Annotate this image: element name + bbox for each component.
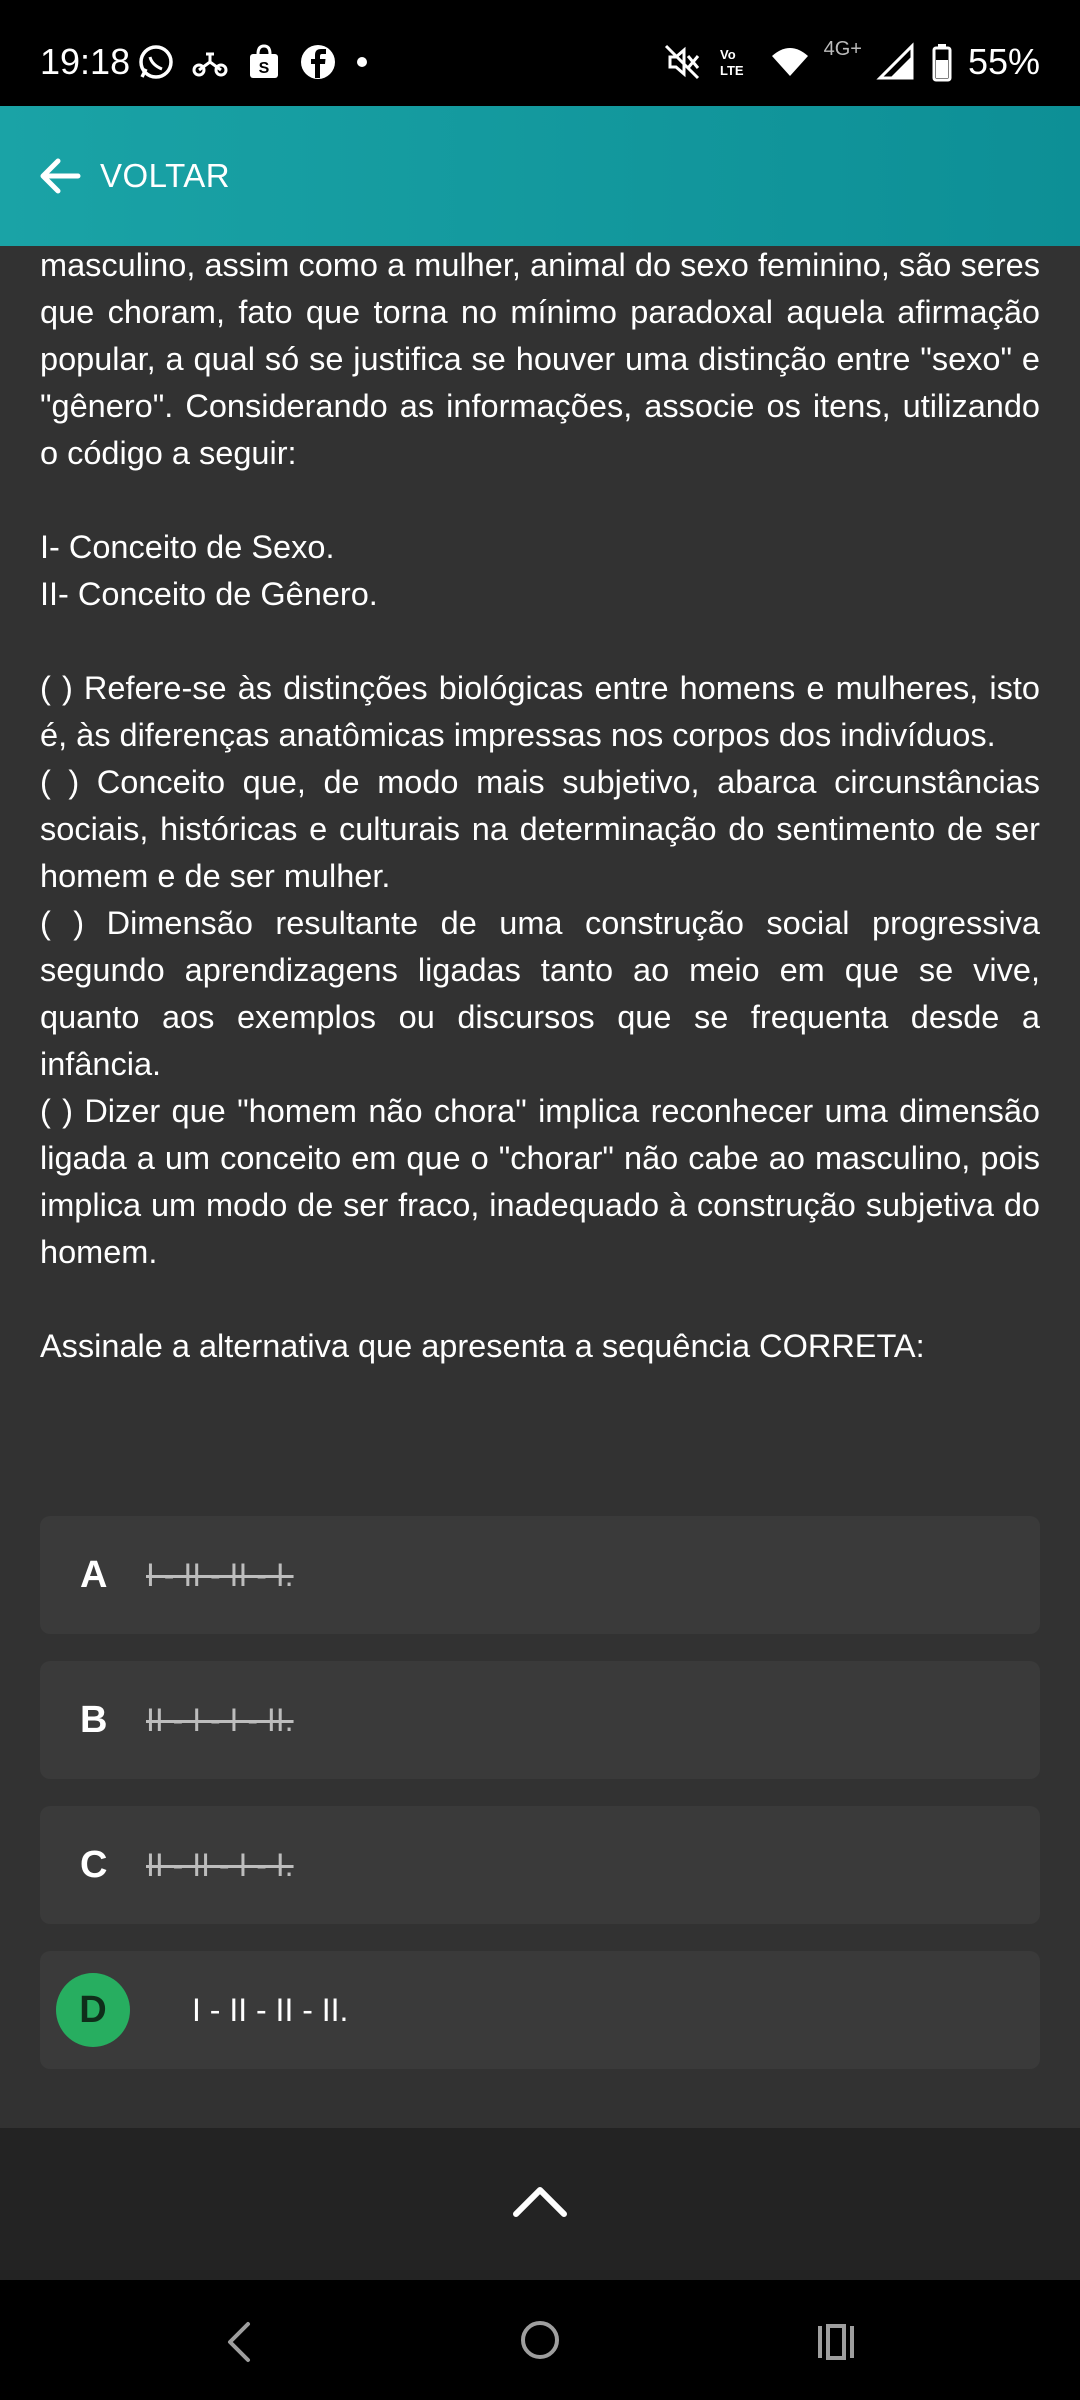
- recents-icon[interactable]: [814, 2320, 858, 2364]
- option-letter: C: [80, 1844, 108, 1886]
- wifi-icon: [770, 42, 810, 82]
- question-body: [40, 242, 1040, 1370]
- svg-text:Vo: Vo: [719, 47, 736, 62]
- battery-percent: 55%: [967, 41, 1040, 82]
- dot-icon: [352, 42, 372, 82]
- battery-icon: [930, 42, 954, 82]
- mute-icon: [662, 42, 702, 82]
- home-icon[interactable]: [518, 2318, 562, 2362]
- option-letter: A: [80, 1554, 108, 1596]
- back-button-label[interactable]: VOLTAR: [100, 157, 231, 194]
- whatsapp-icon: [136, 42, 176, 82]
- status-bar: [0, 0, 1080, 106]
- notification-icons: [136, 40, 372, 84]
- option-d[interactable]: [40, 1951, 1040, 2069]
- association-item-1: ( ) Refere-se às distinções biológicas entre homens e mulheres, isto é, às diferenças anatômicas impressas nos corpos dos indivíduos.: [40, 670, 1040, 753]
- option-text: I - II - II - II.: [192, 1992, 349, 2028]
- system-status: [662, 40, 1040, 84]
- network-type: 4G+: [823, 38, 862, 60]
- signal-icon: [876, 42, 916, 82]
- bottom-panel: [0, 2128, 1080, 2280]
- association-item-2: ( ) Conceito que, de modo mais subjetivo, abarca circunstâncias sociais, históricas e culturais na determinação do sentimento de ser homem e de ser mulher.: [40, 764, 1040, 894]
- back-arrow-icon[interactable]: [36, 152, 84, 200]
- question-intro: masculino, assim como a mulher, animal do sexo feminino, são seres que choram, fato que torna no mínimo paradoxal aquela afirmação popular, a qual só se justifica se houver uma distinção entre "sexo" e "gênero". Considerando as informações, associe os itens, utilizando o código a seguir:: [40, 247, 1040, 471]
- option-b[interactable]: [40, 1661, 1040, 1779]
- option-text: II - II - I - I.: [146, 1847, 294, 1883]
- association-item-4: ( ) Dizer que "homem não chora" implica reconhecer uma dimensão ligada a um conceito em que o "chorar" não cabe ao masculino, pois implica um modo de ser fraco, inadequado à construção subjetiva do homem.: [40, 1093, 1040, 1270]
- shopee-icon: [244, 42, 284, 82]
- association-item-3: ( ) Dimensão resultante de uma construção social progressiva segundo aprendizagens ligadas tanto ao meio em que se vive, quanto aos exemplos ou discursos que se frequenta desde a infância.: [40, 905, 1040, 1082]
- option-a[interactable]: [40, 1516, 1040, 1634]
- question-prompt: Assinale a alternativa que apresenta a sequência CORRETA:: [40, 1328, 925, 1364]
- scooter-icon: [190, 42, 230, 82]
- chevron-up-icon[interactable]: [512, 2180, 568, 2220]
- svg-text:S: S: [258, 60, 270, 77]
- volte-icon: [716, 42, 756, 82]
- code-item-2: II- Conceito de Gênero.: [40, 576, 378, 612]
- code-item-1: I- Conceito de Sexo.: [40, 529, 335, 565]
- option-text: II - I - I - II.: [146, 1702, 294, 1738]
- selected-option-badge: D: [56, 1973, 130, 2047]
- option-c[interactable]: [40, 1806, 1040, 1924]
- option-letter: B: [80, 1699, 108, 1741]
- app-bar: [0, 106, 1080, 246]
- system-nav-bar: [0, 2280, 1080, 2400]
- status-time: 19:18: [40, 41, 131, 82]
- svg-text:LTE: LTE: [719, 63, 744, 78]
- facebook-icon: [298, 42, 338, 82]
- option-text: I - II - II - I.: [146, 1557, 294, 1593]
- back-icon[interactable]: [218, 2320, 262, 2364]
